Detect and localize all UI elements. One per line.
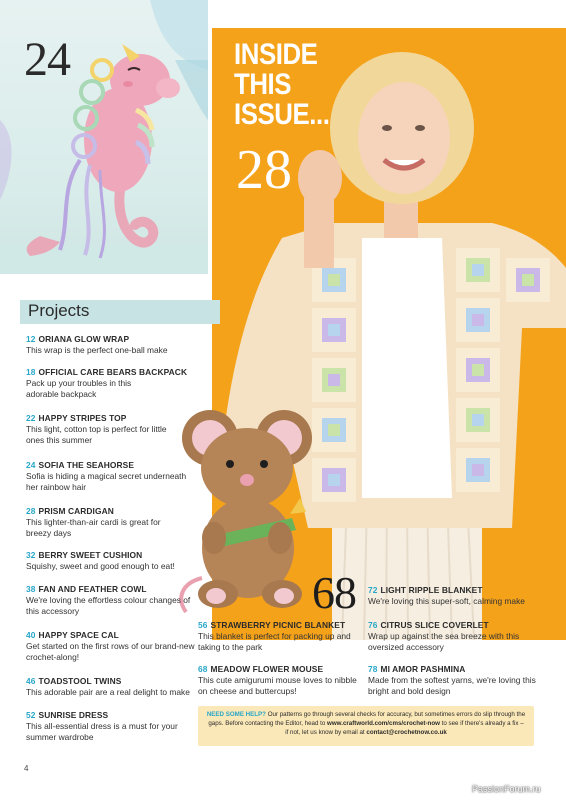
project-desc: crochet-along! [26,652,80,662]
project-title [26,550,226,561]
help-text: Our patterns go through several checks for accuracy, but sometimes errors do slip through the gaps. Before contacting the Editor, head to [208,711,526,727]
list-item[interactable] [26,334,226,356]
project-title [26,367,226,378]
project-desc: adorable backpack [26,389,97,399]
project-page: 72 [368,585,378,595]
project-page: 38 [26,584,36,594]
project-title [26,676,226,687]
project-name: SUNRISE DRESS [38,710,109,720]
project-desc: This blanket is perfect for packing up and [198,631,351,641]
project-desc: breezy days [26,528,72,538]
project-page: 24 [26,460,36,470]
watermark: PassionForum.ru [472,784,541,794]
list-item[interactable] [26,710,226,743]
project-title [26,710,226,721]
project-desc: Pack up your troubles in this [26,378,132,388]
project-desc: on cheese and buttercups! [198,686,297,696]
project-title [368,585,566,596]
project-title [26,334,226,345]
feature-number-unicorn: 24 [24,33,70,86]
project-desc: Get started on the first rows of our brand-new [26,641,195,651]
project-desc: bright and bold design [368,686,451,696]
project-title [368,664,566,675]
project-page: 18 [26,367,36,377]
project-title [26,460,226,471]
project-page: 12 [26,334,36,344]
project-page: 68 [198,664,208,674]
project-name: LIGHT RIPPLE BLANKET [380,585,483,595]
list-item[interactable] [26,676,226,698]
project-desc: This all-essential dress is a must for your [26,721,178,731]
project-name: ORIANA GLOW WRAP [38,334,130,344]
page-number: 4 [24,764,29,773]
project-desc: This adorable pair are a real delight to make [26,687,190,697]
project-desc: This wrap is the perfect one-ball make [26,345,168,355]
list-item[interactable] [26,460,226,493]
list-item[interactable] [368,620,566,653]
project-name: SOFIA THE SEAHORSE [38,460,135,470]
cover-feature-number: 28 [236,139,292,201]
project-desc: This lighter-than-air cardi is great for [26,517,161,527]
project-desc: summer wardrobe [26,732,94,742]
help-text: to see if there's already a fix – if not, let us know by email at [285,720,524,736]
project-page: 46 [26,676,36,686]
list-item[interactable] [26,630,226,663]
project-title [26,413,226,424]
project-title [26,584,226,595]
project-page: 22 [26,413,36,423]
project-name: FAN AND FEATHER COWL [38,584,147,594]
project-title [26,630,226,641]
project-name: TOADSTOOL TWINS [38,676,122,686]
list-item[interactable] [26,550,226,572]
project-title [368,620,566,631]
project-name: MEADOW FLOWER MOUSE [210,664,324,674]
project-title [26,506,226,517]
list-item[interactable] [26,367,226,400]
project-name: HAPPY SPACE CAL [38,630,119,640]
project-page: 28 [26,506,36,516]
heading-line: THIS [234,68,292,101]
project-name: BERRY SWEET CUSHION [38,550,143,560]
project-name: HAPPY STRIPES TOP [38,413,127,423]
help-email-link[interactable]: contact@crochetnow.co.uk [366,729,447,736]
project-desc: Made from the softest yarns, we're loving this [368,675,536,685]
project-desc: Wrap up against the sea breeze with this [368,631,520,641]
project-page: 56 [198,620,208,630]
project-desc: We're loving this super-soft, calming make [368,596,525,606]
project-desc: Squishy, sweet and good enough to eat! [26,561,175,571]
project-desc: taking to the park [198,642,263,652]
list-item[interactable] [368,664,566,697]
project-page: 32 [26,550,36,560]
project-page: 52 [26,710,36,720]
help-label: NEED SOME HELP? [206,711,266,718]
inside-this-issue-heading [234,40,330,130]
project-name: CITRUS SLICE COVERLET [380,620,489,630]
project-desc: This light, cotton top is perfect for little [26,424,167,434]
project-desc: We're loving the effortless colour changes of [26,595,191,605]
list-item[interactable] [26,506,226,539]
project-page: 78 [368,664,378,674]
heading-line: INSIDE [234,38,318,71]
feature-number-mouse: 68 [312,567,356,618]
project-name: STRAWBERRY PICNIC BLANKET [210,620,346,630]
project-desc: her rainbow hair [26,482,87,492]
project-desc: ones this summer [26,435,93,445]
projects-title: Projects [28,301,90,320]
project-desc: This cute amigurumi mouse loves to nibble [198,675,357,685]
project-page: 40 [26,630,36,640]
project-name: PRISM CARDIGAN [38,506,114,516]
help-box [198,706,534,746]
project-name: OFFICIAL CARE BEARS BACKPACK [38,367,188,377]
project-desc: oversized accessory [368,642,444,652]
list-item[interactable] [368,585,566,607]
help-url-link[interactable]: www.craftworld.com/cms/crochet-now [327,720,440,727]
list-item[interactable] [26,584,226,617]
project-desc: Sofia is hiding a magical secret underneath [26,471,187,481]
project-name: MI AMOR PASHMINA [380,664,466,674]
project-page: 76 [368,620,378,630]
list-item[interactable] [26,413,226,446]
project-desc: this accessory [26,606,80,616]
heading-line: ISSUE... [234,98,330,131]
